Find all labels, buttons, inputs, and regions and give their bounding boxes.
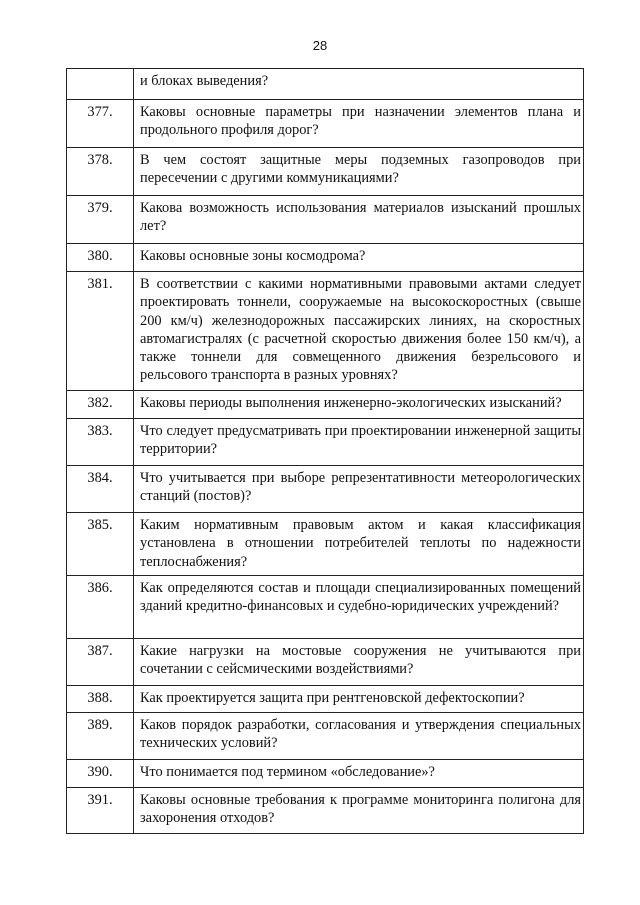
table-row	[67, 760, 584, 788]
row-number: 381.	[67, 272, 134, 391]
row-number: 391.	[67, 788, 134, 834]
row-number	[67, 69, 134, 100]
row-number: 386.	[67, 576, 134, 639]
table-row	[67, 788, 584, 834]
questions-table	[66, 68, 584, 834]
question-text: Какие нагрузки на мостовые сооружения не учитываются при сочетании с сейсмическими воздействиями?	[134, 639, 584, 686]
row-number: 378.	[67, 148, 134, 196]
question-text: Какова возможность использования материалов изысканий прошлых лет?	[134, 196, 584, 244]
table-row	[67, 639, 584, 686]
table-row	[67, 244, 584, 272]
question-text: Каковы основные требования к программе мониторинга полигона для захоронения отходов?	[134, 788, 584, 834]
question-text: Каковы основные параметры при назначении элементов плана и продольного профиля дорог?	[134, 100, 584, 148]
table-row	[67, 272, 584, 391]
table-row	[67, 513, 584, 576]
question-text: Как проектируется защита при рентгеновской дефектоскопии?	[134, 686, 584, 713]
question-text: Каковы основные зоны космодрома?	[134, 244, 584, 272]
table-row	[67, 576, 584, 639]
table-row	[67, 100, 584, 148]
row-number: 390.	[67, 760, 134, 788]
question-text: В соответствии с какими нормативными правовыми актами следует проектировать тоннели, сооружаемые на высокоскоростных (свыше 200 км/ч) железнодорожных пассажирских линиях, на скоростных автомагистралях (с расчетной скоростью движения более 150 км/ч), а также тоннели для совмещенного движения безрельсового и рельсового транспорта в разных уровнях?	[134, 272, 584, 391]
row-number: 384.	[67, 466, 134, 513]
question-text: Что понимается под термином «обследование»?	[134, 760, 584, 788]
question-text: Каким нормативным правовым актом и какая классификация установлена в отношении потребителей теплоты по надежности теплоснабжения?	[134, 513, 584, 576]
question-text: и блоках выведения?	[134, 69, 584, 100]
row-number: 382.	[67, 391, 134, 419]
row-number: 377.	[67, 100, 134, 148]
table-row	[67, 419, 584, 466]
table-row	[67, 196, 584, 244]
question-text: Что учитывается при выборе репрезентативности метеорологических станций (постов)?	[134, 466, 584, 513]
table-row	[67, 69, 584, 100]
table-row	[67, 148, 584, 196]
row-number: 388.	[67, 686, 134, 713]
table-row	[67, 686, 584, 713]
question-text: Что следует предусматривать при проектировании инженерной защиты территории?	[134, 419, 584, 466]
page-number: 28	[312, 38, 328, 53]
table-row	[67, 391, 584, 419]
question-text: Каков порядок разработки, согласования и утверждения специальных технических условий?	[134, 713, 584, 760]
question-text: Каковы периоды выполнения инженерно-экологических изысканий?	[134, 391, 584, 419]
row-number: 385.	[67, 513, 134, 576]
row-number: 389.	[67, 713, 134, 760]
table-row	[67, 466, 584, 513]
row-number: 380.	[67, 244, 134, 272]
row-number: 379.	[67, 196, 134, 244]
row-number: 383.	[67, 419, 134, 466]
question-text: В чем состоят защитные меры подземных газопроводов при пересечении с другими коммуникациями?	[134, 148, 584, 196]
question-text: Как определяются состав и площади специализированных помещений зданий кредитно-финансовых и судебно-юридических учреждений?	[134, 576, 584, 639]
table-row	[67, 713, 584, 760]
row-number: 387.	[67, 639, 134, 686]
